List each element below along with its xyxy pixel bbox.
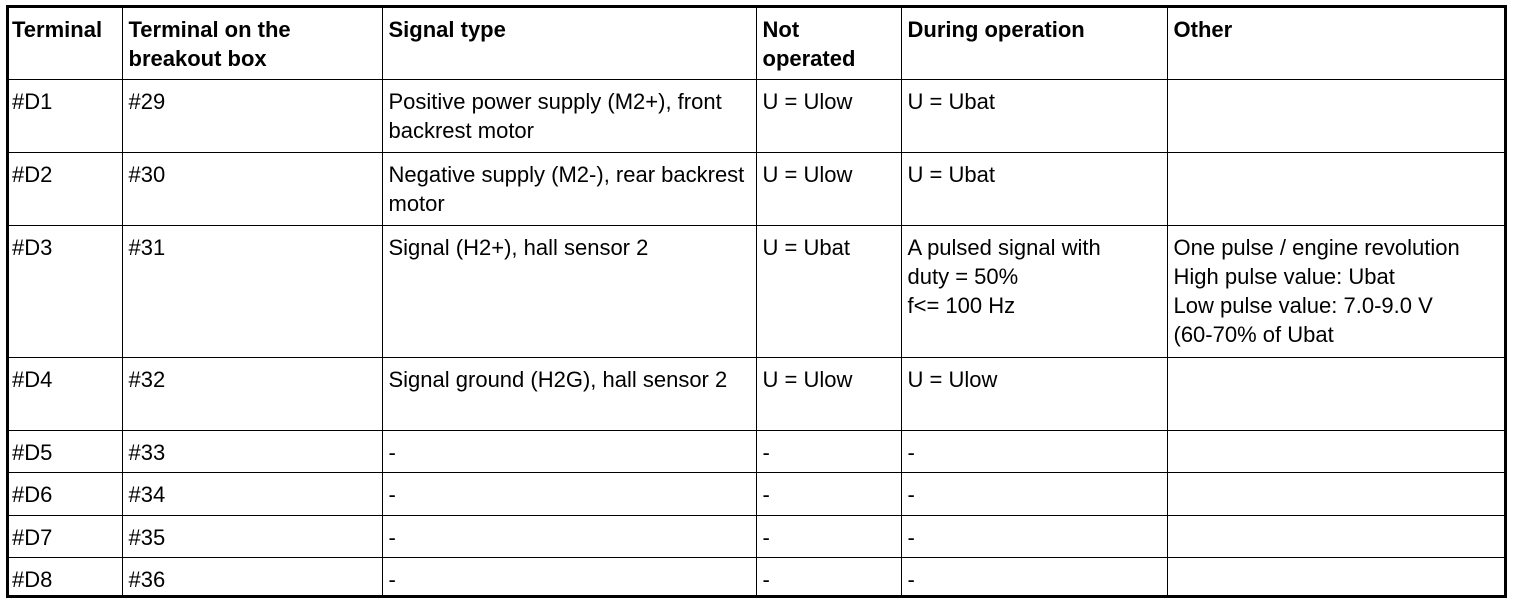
cell-other	[1167, 79, 1504, 152]
cell-not-operated: -	[756, 515, 901, 557]
cell-other: One pulse / engine revolution High pulse value: Ubat Low pulse value: 7.0-9.0 V (60-70% of Ubat	[1167, 225, 1504, 357]
cell-signal-type: -	[382, 472, 756, 515]
cell-not-operated: -	[756, 472, 901, 515]
cell-signal-type: -	[382, 430, 756, 472]
cell-terminal: #D1	[9, 79, 122, 152]
cell-during-operation: A pulsed signal with duty = 50% f<= 100 Hz	[901, 225, 1167, 357]
signal-table-frame	[6, 5, 1507, 598]
table-header-row	[9, 8, 1504, 79]
header-terminal: Terminal	[9, 8, 122, 79]
cell-terminal: #D6	[9, 472, 122, 515]
cell-breakout-terminal: #31	[122, 225, 382, 357]
cell-not-operated: U = Ulow	[756, 357, 901, 430]
cell-signal-type: -	[382, 515, 756, 557]
cell-during-operation: -	[901, 472, 1167, 515]
cell-other	[1167, 557, 1504, 598]
cell-other	[1167, 472, 1504, 515]
cell-during-operation: -	[901, 430, 1167, 472]
cell-during-operation: U = Ubat	[901, 79, 1167, 152]
cell-other	[1167, 152, 1504, 225]
table-row	[9, 515, 1504, 557]
cell-other	[1167, 515, 1504, 557]
table-row	[9, 225, 1504, 357]
cell-breakout-terminal: #32	[122, 357, 382, 430]
header-other: Other	[1167, 8, 1504, 79]
table-row	[9, 79, 1504, 152]
cell-not-operated: U = Ulow	[756, 152, 901, 225]
cell-terminal: #D4	[9, 357, 122, 430]
header-signal-type: Signal type	[382, 8, 756, 79]
cell-terminal: #D5	[9, 430, 122, 472]
cell-not-operated: -	[756, 557, 901, 598]
cell-breakout-terminal: #35	[122, 515, 382, 557]
header-during-operation: During operation	[901, 8, 1167, 79]
table-row	[9, 152, 1504, 225]
cell-other	[1167, 430, 1504, 472]
table-row	[9, 357, 1504, 430]
cell-not-operated: U = Ulow	[756, 79, 901, 152]
cell-breakout-terminal: #34	[122, 472, 382, 515]
terminal-signal-table	[9, 8, 1504, 598]
cell-breakout-terminal: #33	[122, 430, 382, 472]
cell-not-operated: -	[756, 430, 901, 472]
cell-signal-type: Signal (H2+), hall sensor 2	[382, 225, 756, 357]
cell-other	[1167, 357, 1504, 430]
cell-during-operation: U = Ubat	[901, 152, 1167, 225]
header-not-operated: Not operated	[756, 8, 901, 79]
cell-terminal: #D3	[9, 225, 122, 357]
cell-breakout-terminal: #30	[122, 152, 382, 225]
cell-during-operation: -	[901, 515, 1167, 557]
table-row	[9, 557, 1504, 598]
cell-terminal: #D2	[9, 152, 122, 225]
cell-terminal: #D7	[9, 515, 122, 557]
cell-during-operation: U = Ulow	[901, 357, 1167, 430]
table-row	[9, 430, 1504, 472]
cell-breakout-terminal: #36	[122, 557, 382, 598]
cell-during-operation: -	[901, 557, 1167, 598]
cell-signal-type: Negative supply (M2-), rear backrest motor	[382, 152, 756, 225]
cell-breakout-terminal: #29	[122, 79, 382, 152]
cell-terminal: #D8	[9, 557, 122, 598]
header-breakout-terminal: Terminal on the breakout box	[122, 8, 382, 79]
table-row	[9, 472, 1504, 515]
cell-signal-type: -	[382, 557, 756, 598]
cell-signal-type: Positive power supply (M2+), front backrest motor	[382, 79, 756, 152]
cell-signal-type: Signal ground (H2G), hall sensor 2	[382, 357, 756, 430]
cell-not-operated: U = Ubat	[756, 225, 901, 357]
